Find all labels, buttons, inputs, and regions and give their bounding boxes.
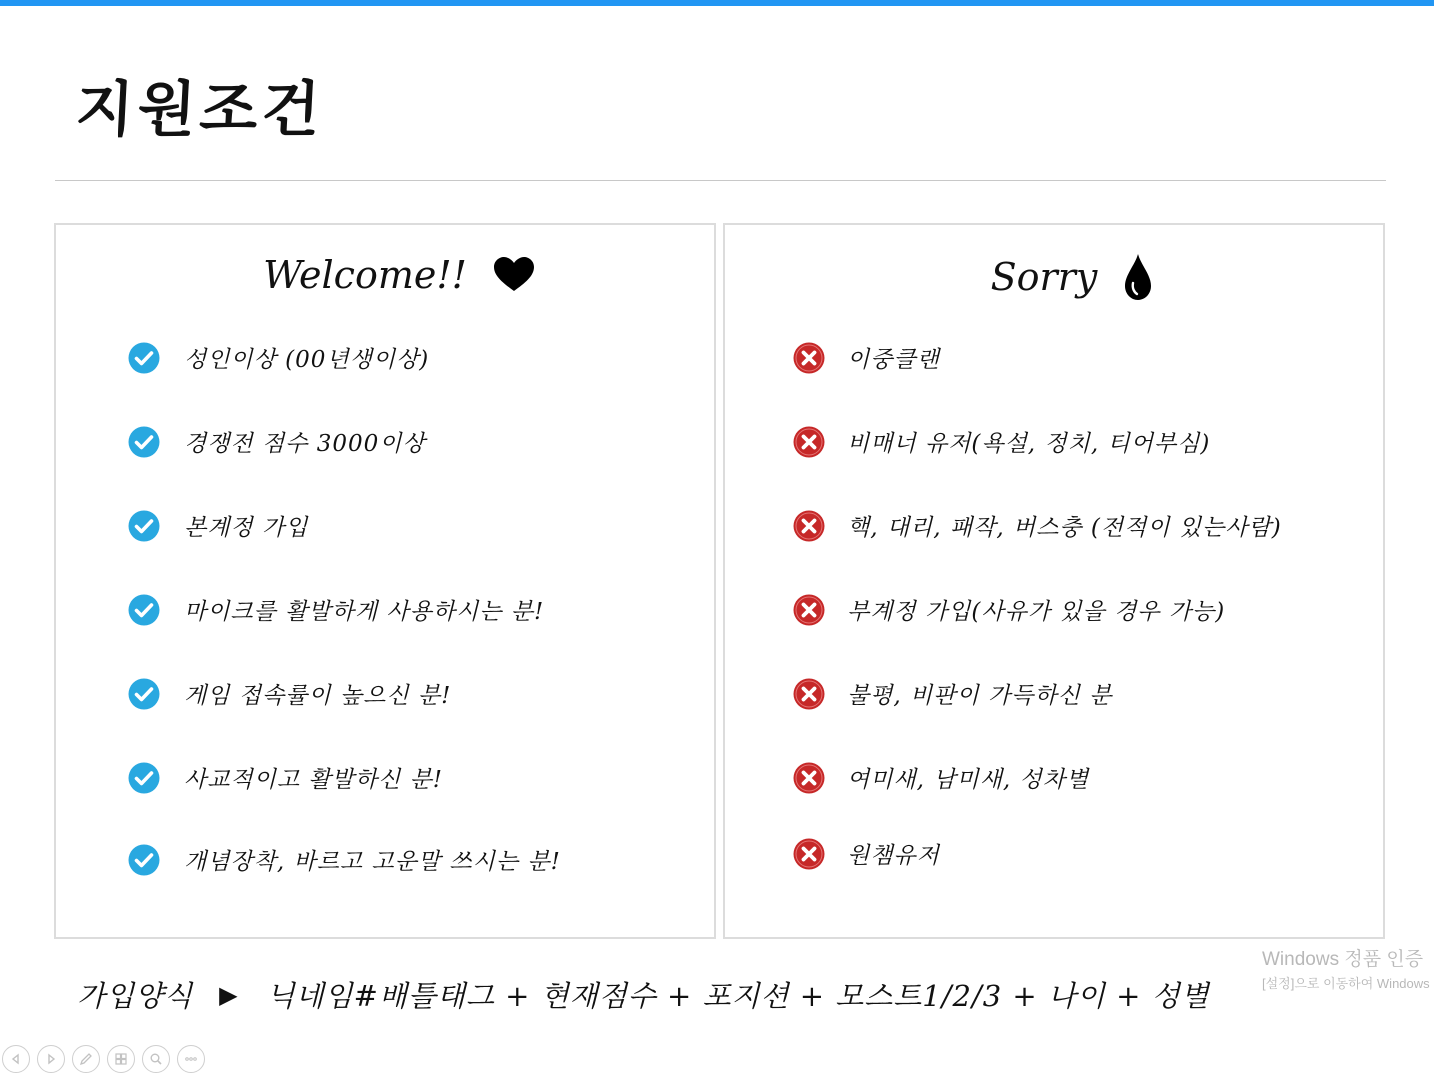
welcome-item-label: 본계정 가입 [184, 515, 309, 541]
welcome-item [128, 593, 544, 626]
next-slide-button[interactable] [37, 1045, 65, 1073]
welcome-item [128, 843, 561, 876]
magnifier-icon [149, 1052, 163, 1066]
welcome-item [128, 761, 443, 794]
signup-format-text: 닉네임#배틀태그 + 현재점수 + 포지션 + 모스트1/2/3 + 나이 + 성별 [266, 979, 1210, 1013]
x-circle-icon [793, 762, 825, 794]
see-all-slides-button[interactable] [107, 1045, 135, 1073]
play-arrow-icon: ▶ [219, 980, 239, 1009]
sorry-item-label: 핵, 대리, 패작, 버스충 (전적이 있는사람) [847, 515, 1282, 541]
welcome-item [128, 425, 426, 458]
welcome-panel [54, 223, 716, 939]
pen-tool-button[interactable] [72, 1045, 100, 1073]
slideshow-controls [2, 1045, 205, 1073]
x-circle-icon [793, 342, 825, 374]
check-circle-icon [128, 510, 160, 542]
sorry-item [793, 837, 940, 870]
welcome-item-label: 성인이상 (00년생이상) [184, 347, 430, 373]
x-circle-icon [793, 678, 825, 710]
heart-icon [493, 257, 535, 293]
sorry-item-label: 부계정 가입(사유가 있을 경우 가능) [847, 599, 1226, 625]
windows-activation-watermark [1262, 944, 1430, 992]
sorry-item [793, 761, 1089, 794]
welcome-item-label: 게임 접속률이 높으신 분! [184, 683, 452, 709]
sorry-item [793, 509, 1282, 542]
more-icon [184, 1052, 198, 1066]
page-title: 지원조건 [73, 75, 326, 145]
sorry-item [793, 425, 1210, 458]
sorry-item [793, 593, 1225, 626]
top-accent-bar [0, 0, 1434, 6]
sorry-item [793, 341, 940, 374]
welcome-item [128, 509, 308, 542]
sorry-header [725, 253, 1383, 301]
x-circle-icon [793, 426, 825, 458]
sorry-item-label: 비매너 유저(욕설, 정치, 티어부심) [847, 431, 1211, 457]
x-circle-icon [793, 594, 825, 626]
sorry-item-label: 불평, 비판이 가득하신 분 [847, 683, 1113, 709]
check-circle-icon [128, 762, 160, 794]
check-circle-icon [128, 594, 160, 626]
watermark-subtitle: [설정]으로 이동하여 Windows [1262, 976, 1430, 991]
sorry-item-label: 여미새, 남미새, 성차별 [847, 767, 1090, 793]
zoom-button[interactable] [142, 1045, 170, 1073]
welcome-item-label: 개념장착, 바르고 고운말 쓰시는 분! [184, 849, 561, 875]
sorry-item-label: 원챔유저 [847, 843, 940, 869]
pen-icon [79, 1052, 93, 1066]
sorry-panel [723, 223, 1385, 939]
drop-icon [1123, 253, 1153, 301]
arrow-left-icon [10, 1053, 22, 1065]
check-circle-icon [128, 426, 160, 458]
check-circle-icon [128, 678, 160, 710]
sorry-heading: Sorry [990, 255, 1098, 299]
more-options-button[interactable] [177, 1045, 205, 1073]
arrow-right-icon [45, 1053, 57, 1065]
signup-format-label: 가입양식 [77, 979, 194, 1013]
grid-icon [114, 1052, 128, 1066]
welcome-item-label: 사교적이고 활발하신 분! [184, 767, 444, 793]
signup-format [77, 974, 1210, 1015]
x-circle-icon [793, 838, 825, 870]
check-circle-icon [128, 844, 160, 876]
welcome-item-label: 경쟁전 점수 3000이상 [184, 431, 426, 457]
x-circle-icon [793, 510, 825, 542]
check-circle-icon [128, 342, 160, 374]
sorry-item [793, 677, 1112, 710]
welcome-item [128, 341, 429, 374]
sorry-item-label: 이중클랜 [847, 347, 940, 373]
welcome-item [128, 677, 451, 710]
welcome-heading: Welcome!! [263, 253, 467, 297]
previous-slide-button[interactable] [2, 1045, 30, 1073]
welcome-header [56, 253, 714, 297]
watermark-title: Windows 정품 인증 [1262, 949, 1424, 970]
welcome-item-label: 마이크를 활발하게 사용하시는 분! [184, 599, 545, 625]
title-divider [55, 180, 1386, 181]
